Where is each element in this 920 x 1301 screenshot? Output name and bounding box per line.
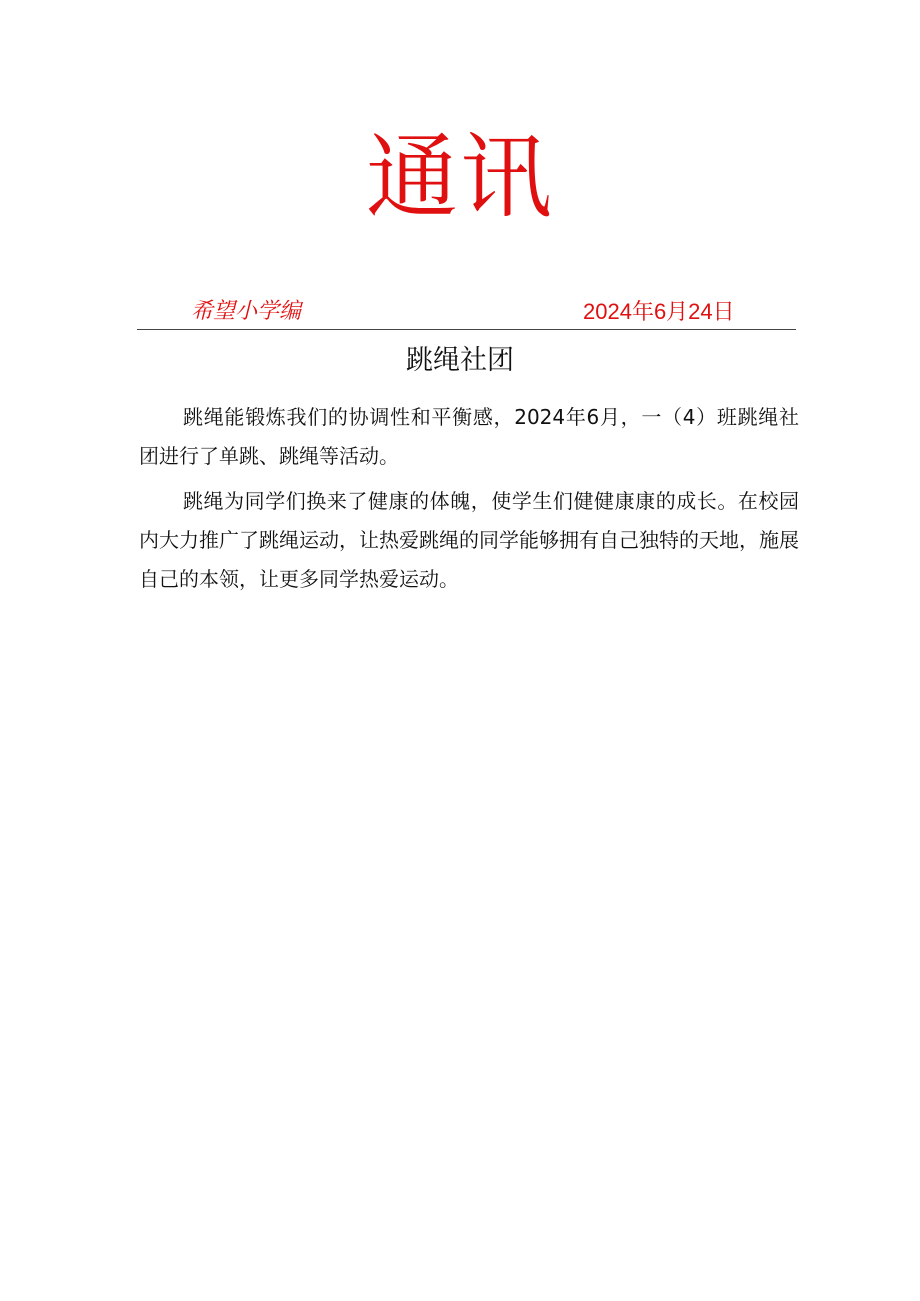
article-paragraph: 跳绳为同学们换来了健康的体魄，使学生们健健康康的成长。在校园内大力推广了跳绳运动，让热爱跳绳的同学能够拥有自己独特的天地，施展自己的本领，让更多同学热爱运动。	[139, 489, 799, 591]
masthead-meta-row	[137, 296, 796, 328]
masthead-title: 通讯	[365, 124, 554, 231]
article-paragraph: 跳绳能锻炼我们的协调性和平衡感，2024年6月，一（4）班跳绳社团进行了单跳、跳绳等活动。	[139, 405, 799, 468]
editor-label: 希望小学编	[191, 299, 302, 324]
article-body	[139, 398, 799, 605]
issue-date: 2024年6月24日	[583, 299, 735, 324]
article-title: 跳绳社团	[406, 345, 514, 376]
header-divider	[137, 329, 796, 330]
